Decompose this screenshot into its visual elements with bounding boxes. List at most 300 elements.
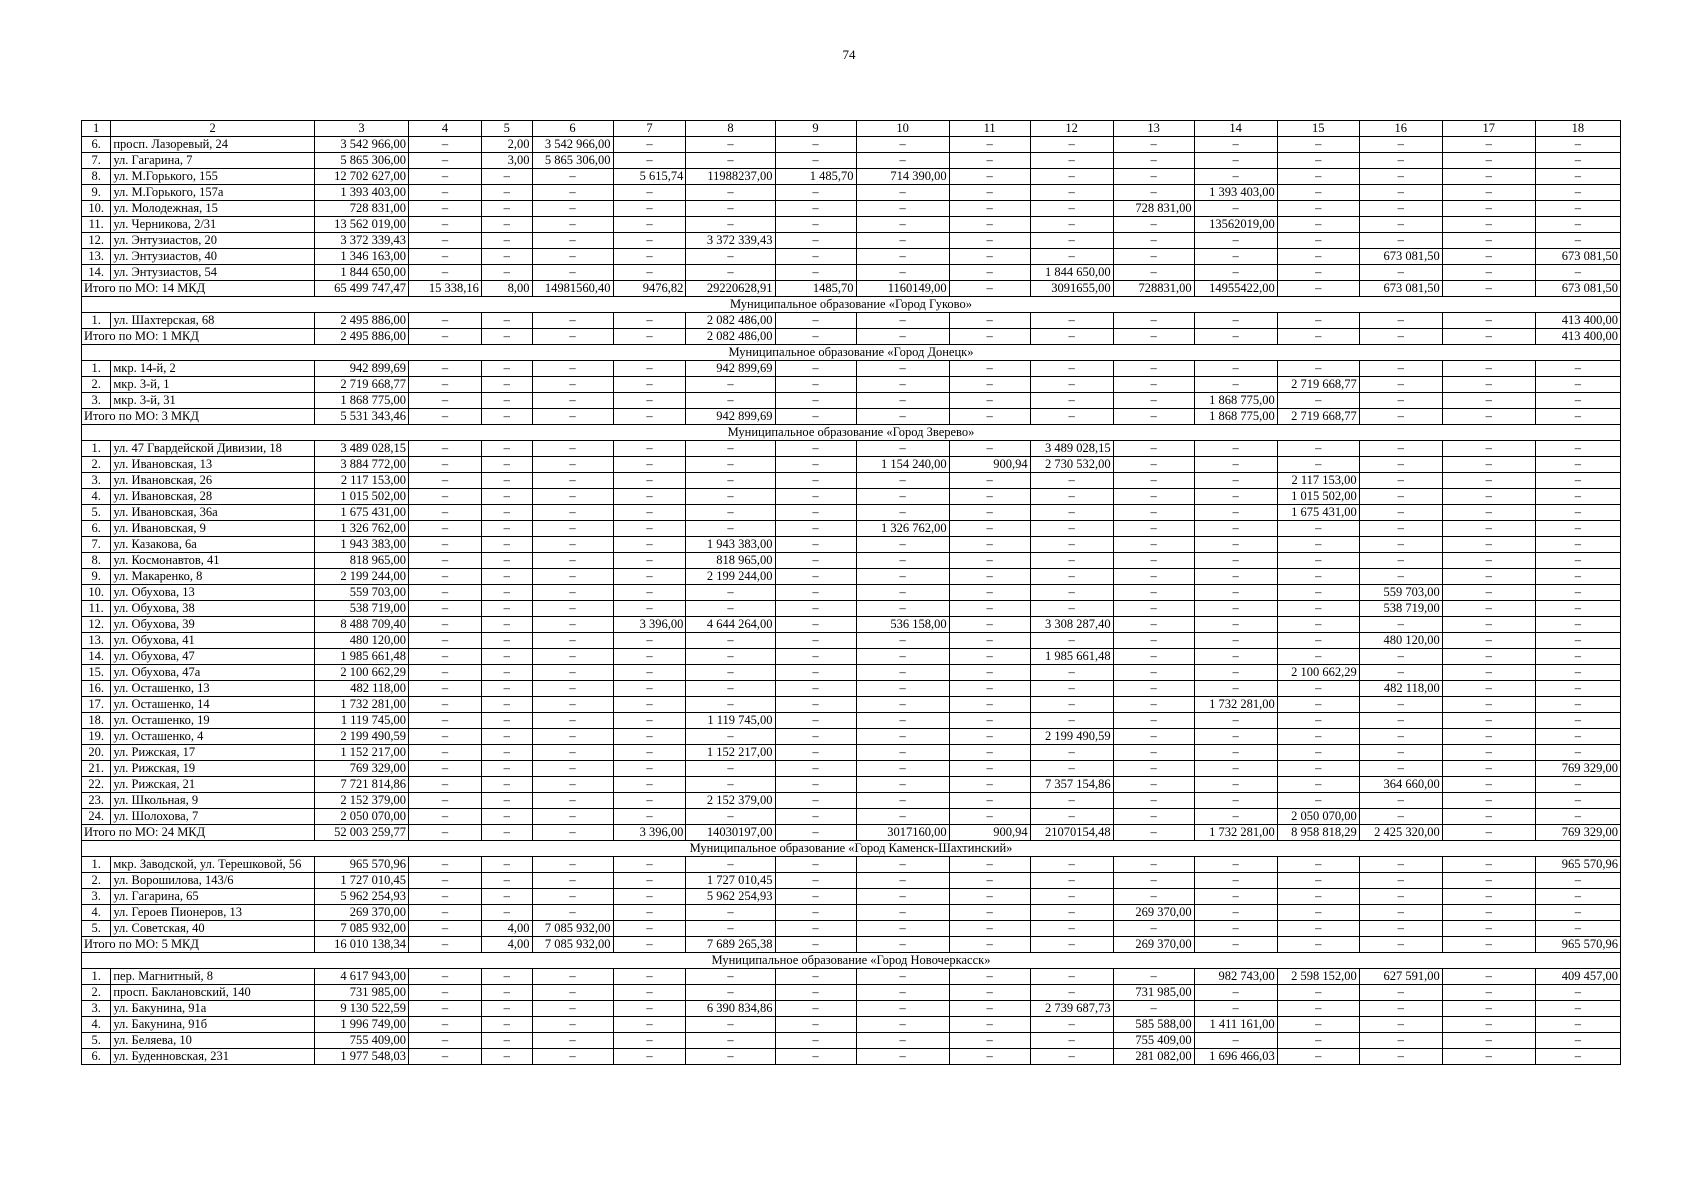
value-cell: – (1030, 905, 1113, 921)
value-cell: – (1194, 873, 1277, 889)
value-cell: – (775, 217, 856, 233)
total-cell: 7 085 932,00 (532, 937, 613, 953)
value-cell: – (409, 1017, 482, 1033)
value-cell: – (1535, 921, 1620, 937)
value-cell: – (949, 505, 1030, 521)
value-cell: – (532, 313, 613, 329)
value-cell: – (532, 553, 613, 569)
value-cell: – (686, 665, 775, 681)
value-cell: – (481, 249, 532, 265)
value-cell: – (1535, 873, 1620, 889)
total-cell: 942 899,69 (686, 409, 775, 425)
value-cell: – (481, 857, 532, 873)
value-cell: – (1113, 185, 1194, 201)
value-cell: – (1030, 809, 1113, 825)
value-cell: – (856, 393, 949, 409)
value-cell: – (613, 921, 686, 937)
value-cell: 413 400,00 (1535, 313, 1620, 329)
value-cell: – (1277, 617, 1359, 633)
value-cell: – (409, 617, 482, 633)
value-cell: – (1535, 441, 1620, 457)
value-cell: 1 119 745,00 (686, 713, 775, 729)
value-cell: – (1194, 169, 1277, 185)
total-cell: 14030197,00 (686, 825, 775, 841)
value-cell: – (481, 265, 532, 281)
value-cell: – (1442, 473, 1535, 489)
value-cell: – (481, 665, 532, 681)
total-cell: 673 081,50 (1535, 281, 1620, 297)
value-cell: – (775, 969, 856, 985)
value-cell: – (775, 137, 856, 153)
value-cell: – (856, 137, 949, 153)
value-cell: 731 985,00 (1113, 985, 1194, 1001)
value-cell: – (949, 553, 1030, 569)
value-cell: – (613, 537, 686, 553)
value-cell: – (481, 873, 532, 889)
value-cell: – (1194, 313, 1277, 329)
table-row (82, 185, 1621, 201)
value-cell: – (856, 857, 949, 873)
section-title: Муниципальное образование «Город Новочеркасск» (82, 953, 1621, 969)
address-cell: просп. Баклановский, 140 (111, 985, 315, 1001)
value-cell: – (686, 1049, 775, 1065)
value-cell: – (1113, 873, 1194, 889)
address-cell: ул. Энтузиастов, 20 (111, 233, 315, 249)
total-cell: 2 719 668,77 (1277, 409, 1359, 425)
value-cell: – (949, 265, 1030, 281)
value-cell: – (1194, 921, 1277, 937)
value-cell: – (856, 553, 949, 569)
value-cell: – (1442, 873, 1535, 889)
value-cell: 5 615,74 (613, 169, 686, 185)
value-cell: – (481, 361, 532, 377)
section-title: Муниципальное образование «Город Гуково» (82, 297, 1621, 313)
value-cell: – (856, 473, 949, 489)
value-cell: 559 703,00 (1359, 585, 1442, 601)
value-cell: – (856, 1049, 949, 1065)
value-cell: 538 719,00 (314, 601, 408, 617)
total-cell: 16 010 138,34 (314, 937, 408, 953)
total-cell: – (532, 329, 613, 345)
value-cell: – (949, 985, 1030, 1001)
value-cell: – (1030, 985, 1113, 1001)
value-cell: – (532, 905, 613, 921)
column-number-cell: 4 (409, 121, 482, 137)
value-cell: 818 965,00 (686, 553, 775, 569)
total-cell: 3 396,00 (613, 825, 686, 841)
total-cell: 14981560,40 (532, 281, 613, 297)
value-cell: – (1359, 537, 1442, 553)
value-cell: – (1277, 681, 1359, 697)
value-cell: – (686, 649, 775, 665)
value-cell: 480 120,00 (1359, 633, 1442, 649)
value-cell: – (481, 217, 532, 233)
total-row (82, 329, 1621, 345)
value-cell: – (775, 457, 856, 473)
value-cell: – (1359, 857, 1442, 873)
value-cell: – (613, 489, 686, 505)
value-cell: – (409, 393, 482, 409)
value-cell: – (775, 761, 856, 777)
value-cell: – (775, 745, 856, 761)
total-cell: – (1194, 937, 1277, 953)
value-cell: 5 865 306,00 (314, 153, 408, 169)
value-cell: – (1535, 553, 1620, 569)
value-cell: – (1535, 617, 1620, 633)
value-cell: – (949, 697, 1030, 713)
value-cell: – (775, 857, 856, 873)
value-cell: – (409, 553, 482, 569)
value-cell: – (1194, 1033, 1277, 1049)
value-cell: – (775, 809, 856, 825)
value-cell: – (949, 169, 1030, 185)
value-cell: 1 015 502,00 (314, 489, 408, 505)
value-cell: – (775, 569, 856, 585)
row-number: 8. (82, 553, 111, 569)
value-cell: 1 346 163,00 (314, 249, 408, 265)
total-label: Итого по МО: 3 МКД (82, 409, 315, 425)
value-cell: 769 329,00 (314, 761, 408, 777)
total-cell: 1485,70 (775, 281, 856, 297)
value-cell: – (613, 441, 686, 457)
total-cell: 965 570,96 (1535, 937, 1620, 953)
value-cell: – (1030, 393, 1113, 409)
value-cell: – (949, 777, 1030, 793)
value-cell: – (949, 729, 1030, 745)
value-cell: – (1113, 377, 1194, 393)
value-cell: – (532, 777, 613, 793)
value-cell: – (686, 393, 775, 409)
value-cell: – (613, 745, 686, 761)
value-cell: – (1113, 617, 1194, 633)
value-cell: – (1113, 809, 1194, 825)
table-row (82, 633, 1621, 649)
value-cell: – (409, 153, 482, 169)
row-number: 20. (82, 745, 111, 761)
value-cell: – (613, 665, 686, 681)
value-cell: 6 390 834,86 (686, 1001, 775, 1017)
value-cell: 482 118,00 (1359, 681, 1442, 697)
value-cell: – (1359, 617, 1442, 633)
address-cell: ул. Осташенко, 19 (111, 713, 315, 729)
value-cell: 4 644 264,00 (686, 617, 775, 633)
value-cell: 12 702 627,00 (314, 169, 408, 185)
total-cell: 413 400,00 (1535, 329, 1620, 345)
value-cell: 3 372 339,43 (314, 233, 408, 249)
total-cell: 2 082 486,00 (686, 329, 775, 345)
value-cell: – (1113, 649, 1194, 665)
value-cell: 728 831,00 (1113, 201, 1194, 217)
value-cell: 673 081,50 (1359, 249, 1442, 265)
value-cell: – (613, 201, 686, 217)
value-cell: – (1277, 761, 1359, 777)
value-cell: 482 118,00 (314, 681, 408, 697)
table-row (82, 521, 1621, 537)
value-cell: – (775, 777, 856, 793)
total-cell: 2 495 886,00 (314, 329, 408, 345)
value-cell: – (1359, 761, 1442, 777)
value-cell: – (1535, 537, 1620, 553)
value-cell: – (775, 697, 856, 713)
value-cell: – (409, 537, 482, 553)
value-cell: – (1359, 809, 1442, 825)
value-cell: – (1113, 537, 1194, 553)
value-cell: – (949, 1033, 1030, 1049)
value-cell: – (949, 361, 1030, 377)
value-cell: – (949, 633, 1030, 649)
value-cell: – (1030, 793, 1113, 809)
value-cell: – (481, 489, 532, 505)
value-cell: – (1359, 889, 1442, 905)
value-cell: – (1535, 809, 1620, 825)
column-number-cell: 2 (111, 121, 315, 137)
value-cell: – (409, 185, 482, 201)
value-cell: – (409, 857, 482, 873)
value-cell: – (532, 377, 613, 393)
page-number: 74 (842, 47, 856, 62)
value-cell: – (1194, 761, 1277, 777)
value-cell: – (1194, 665, 1277, 681)
row-number: 2. (82, 873, 111, 889)
value-cell: – (949, 153, 1030, 169)
total-cell: 1160149,00 (856, 281, 949, 297)
value-cell: – (1359, 745, 1442, 761)
value-cell: 982 743,00 (1194, 969, 1277, 985)
value-cell: – (1359, 441, 1442, 457)
value-cell: – (856, 681, 949, 697)
value-cell: – (856, 233, 949, 249)
value-cell: – (613, 553, 686, 569)
value-cell: – (481, 441, 532, 457)
value-cell: – (481, 1049, 532, 1065)
value-cell: – (409, 489, 482, 505)
value-cell: – (1194, 153, 1277, 169)
total-label: Итого по МО: 24 МКД (82, 825, 315, 841)
value-cell: – (613, 969, 686, 985)
value-cell: 1 393 403,00 (314, 185, 408, 201)
value-cell: 1 393 403,00 (1194, 185, 1277, 201)
value-cell: – (949, 185, 1030, 201)
value-cell: – (1442, 457, 1535, 473)
total-cell: – (613, 937, 686, 953)
value-cell: – (1359, 729, 1442, 745)
value-cell: 2 117 153,00 (314, 473, 408, 489)
value-cell: – (613, 649, 686, 665)
value-cell: – (686, 681, 775, 697)
value-cell: – (1359, 553, 1442, 569)
value-cell: – (1113, 633, 1194, 649)
value-cell: 2 082 486,00 (686, 313, 775, 329)
value-cell: – (481, 185, 532, 201)
value-cell: – (1030, 473, 1113, 489)
table-row (82, 601, 1621, 617)
address-cell: ул. Осташенко, 14 (111, 697, 315, 713)
value-cell: 3 542 966,00 (314, 137, 408, 153)
value-cell: 1 675 431,00 (314, 505, 408, 521)
value-cell: – (532, 169, 613, 185)
value-cell: – (613, 713, 686, 729)
section-row (82, 345, 1621, 361)
value-cell: – (1194, 553, 1277, 569)
value-cell: – (532, 985, 613, 1001)
section-title: Муниципальное образование «Город Зверево» (82, 425, 1621, 441)
value-cell: 2 719 668,77 (1277, 377, 1359, 393)
value-cell: – (1030, 153, 1113, 169)
value-cell: – (1194, 489, 1277, 505)
value-cell: – (1030, 217, 1113, 233)
value-cell: – (1113, 585, 1194, 601)
value-cell: 1 727 010,45 (314, 873, 408, 889)
value-cell: – (775, 873, 856, 889)
address-cell: ул. Ивановская, 26 (111, 473, 315, 489)
value-cell: – (856, 569, 949, 585)
value-cell: – (532, 473, 613, 489)
column-number-cell: 8 (686, 121, 775, 137)
value-cell: – (949, 233, 1030, 249)
row-number: 6. (82, 1049, 111, 1065)
row-number: 18. (82, 713, 111, 729)
value-cell: – (1194, 809, 1277, 825)
value-cell: 3,00 (481, 153, 532, 169)
value-cell: – (1030, 697, 1113, 713)
value-cell: – (1030, 1049, 1113, 1065)
value-cell: – (1277, 185, 1359, 201)
value-cell: 3 489 028,15 (314, 441, 408, 457)
address-cell: ул. Рижская, 19 (111, 761, 315, 777)
table-row (82, 249, 1621, 265)
value-cell: – (481, 809, 532, 825)
value-cell: – (532, 665, 613, 681)
value-cell: – (1194, 681, 1277, 697)
total-cell: 900,94 (949, 825, 1030, 841)
row-number: 4. (82, 905, 111, 921)
value-cell: – (1359, 201, 1442, 217)
value-cell: – (1359, 697, 1442, 713)
column-number-cell: 6 (532, 121, 613, 137)
value-cell: – (1442, 137, 1535, 153)
value-cell: – (613, 393, 686, 409)
value-cell: 364 660,00 (1359, 777, 1442, 793)
value-cell: – (1194, 793, 1277, 809)
value-cell: – (481, 233, 532, 249)
value-cell: 1 732 281,00 (314, 697, 408, 713)
value-cell: 2 199 244,00 (314, 569, 408, 585)
address-cell: ул. Обухова, 41 (111, 633, 315, 649)
row-number: 13. (82, 249, 111, 265)
address-cell: мкр. Заводской, ул. Терешковой, 56 (111, 857, 315, 873)
value-cell: – (686, 905, 775, 921)
value-cell: 3 489 028,15 (1030, 441, 1113, 457)
value-cell: – (856, 441, 949, 457)
value-cell: – (1442, 361, 1535, 377)
row-number: 8. (82, 169, 111, 185)
value-cell: – (1442, 793, 1535, 809)
value-cell: – (686, 809, 775, 825)
value-cell: – (1359, 377, 1442, 393)
value-cell: 3 308 287,40 (1030, 617, 1113, 633)
value-cell: – (949, 313, 1030, 329)
value-cell: – (409, 745, 482, 761)
column-number-cell: 10 (856, 121, 949, 137)
value-cell: – (856, 489, 949, 505)
value-cell: – (481, 1017, 532, 1033)
value-cell: – (856, 585, 949, 601)
value-cell: – (1442, 569, 1535, 585)
value-cell: – (1277, 169, 1359, 185)
value-cell: – (532, 1001, 613, 1017)
value-cell: – (1030, 361, 1113, 377)
value-cell: – (532, 217, 613, 233)
value-cell: – (686, 633, 775, 649)
address-cell: ул. Черникова, 2/31 (111, 217, 315, 233)
value-cell: – (481, 393, 532, 409)
value-cell: – (949, 521, 1030, 537)
total-cell: – (1030, 937, 1113, 953)
table-row (82, 489, 1621, 505)
value-cell: – (949, 793, 1030, 809)
value-cell: – (1113, 361, 1194, 377)
row-number: 4. (82, 489, 111, 505)
value-cell: – (1359, 985, 1442, 1001)
value-cell: – (1442, 921, 1535, 937)
value-cell: 900,94 (949, 457, 1030, 473)
value-cell: – (481, 553, 532, 569)
value-cell: 1 411 161,00 (1194, 1017, 1277, 1033)
value-cell: – (686, 521, 775, 537)
row-number: 3. (82, 889, 111, 905)
address-cell: ул. Ворошилова, 143/6 (111, 873, 315, 889)
value-cell: – (1442, 1033, 1535, 1049)
value-cell: 755 409,00 (1113, 1033, 1194, 1049)
value-cell: – (481, 681, 532, 697)
value-cell: – (409, 201, 482, 217)
value-cell: 3 372 339,43 (686, 233, 775, 249)
value-cell: – (1194, 201, 1277, 217)
value-cell: 2 100 662,29 (1277, 665, 1359, 681)
value-cell: – (686, 201, 775, 217)
value-cell: – (856, 1017, 949, 1033)
value-cell: – (613, 361, 686, 377)
address-cell: ул. Ивановская, 13 (111, 457, 315, 473)
value-cell: – (1277, 745, 1359, 761)
total-cell: – (856, 937, 949, 953)
table-row (82, 1049, 1621, 1065)
value-cell: – (1359, 1001, 1442, 1017)
value-cell: – (481, 889, 532, 905)
value-cell: – (949, 1017, 1030, 1033)
value-cell: 2 739 687,73 (1030, 1001, 1113, 1017)
value-cell: – (1535, 137, 1620, 153)
value-cell: – (1535, 361, 1620, 377)
section-row (82, 297, 1621, 313)
value-cell: 1 943 383,00 (314, 537, 408, 553)
value-cell: – (775, 233, 856, 249)
table-row (82, 857, 1621, 873)
row-number: 2. (82, 377, 111, 393)
address-cell: ул. Героев Пионеров, 13 (111, 905, 315, 921)
value-cell: – (1442, 745, 1535, 761)
value-cell: – (1359, 137, 1442, 153)
value-cell: – (949, 601, 1030, 617)
value-cell: – (1277, 777, 1359, 793)
value-cell: – (949, 969, 1030, 985)
value-cell: – (409, 265, 482, 281)
value-cell: – (775, 473, 856, 489)
value-cell: – (481, 633, 532, 649)
value-cell: – (409, 457, 482, 473)
value-cell: – (686, 1017, 775, 1033)
value-cell: – (1535, 985, 1620, 1001)
